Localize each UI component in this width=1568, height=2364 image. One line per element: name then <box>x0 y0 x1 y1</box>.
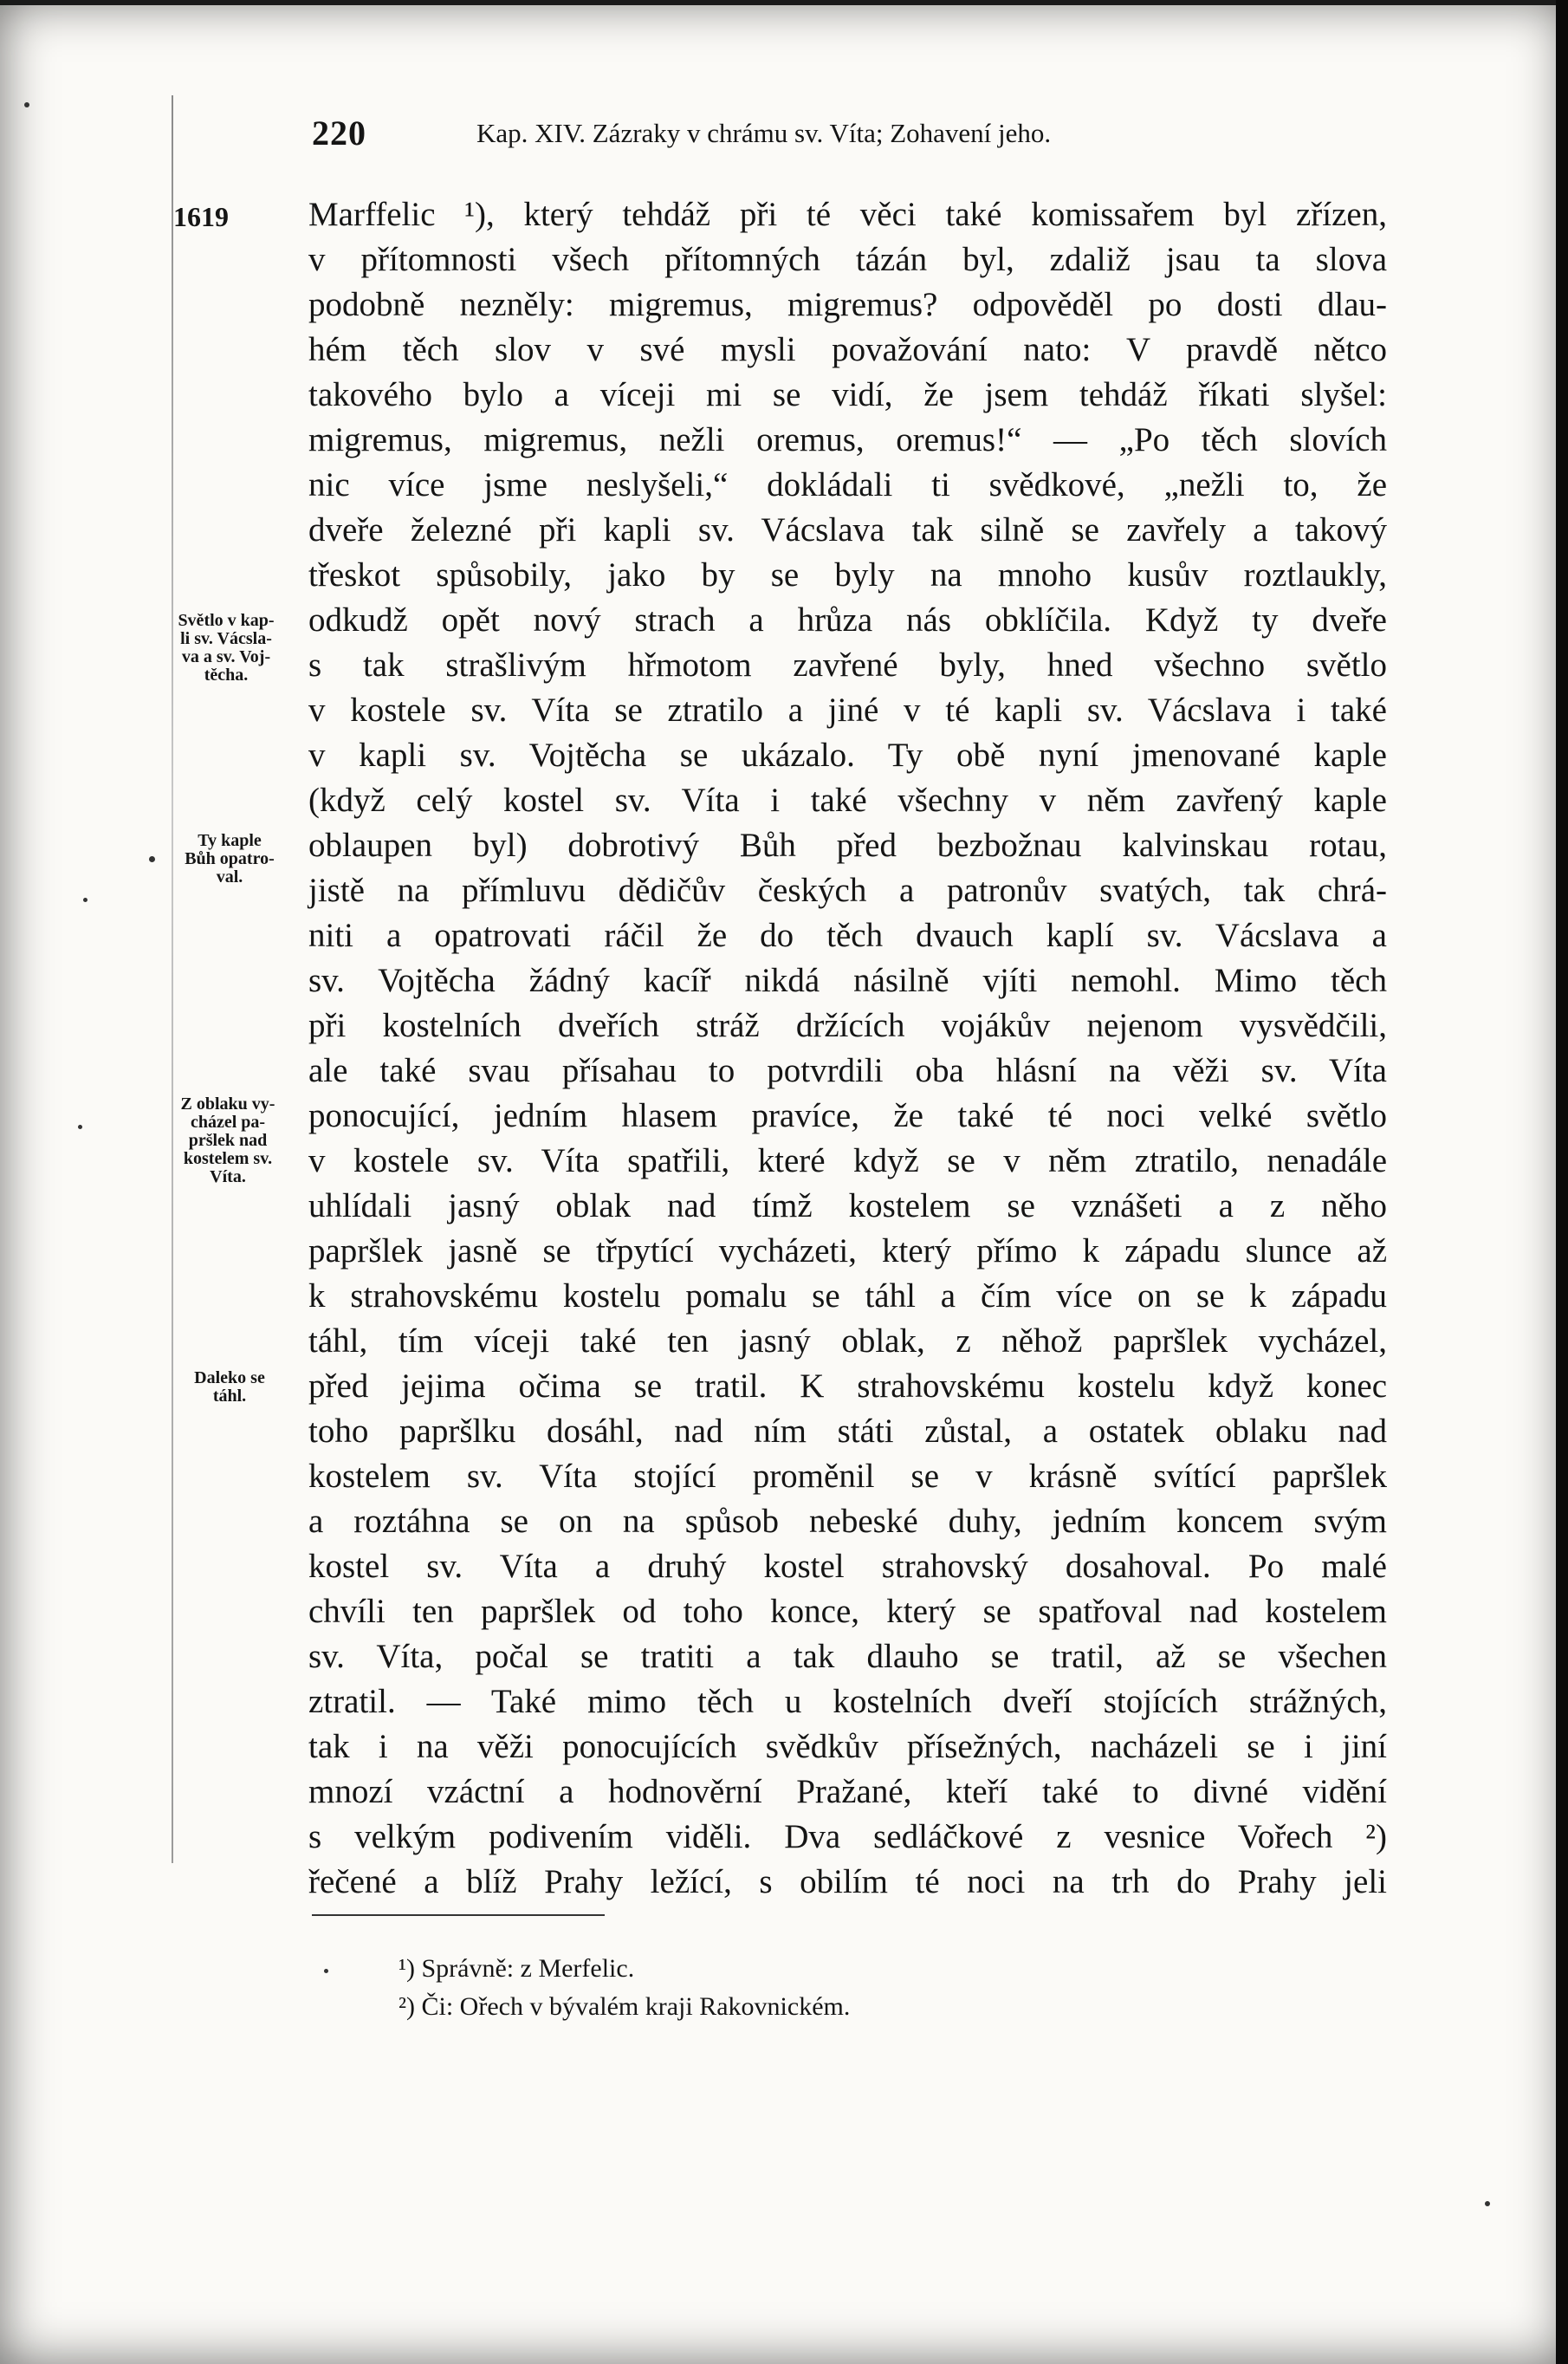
footnote-1: ¹) Správně: z Merfelic. <box>398 1954 635 1983</box>
text-line: s velkým podivením viděli. Dva sedláčkové z vesnice Vořech ²) <box>308 1818 1387 1855</box>
binding-line <box>172 95 173 1863</box>
running-head: Kap. XIV. Zázraky v chrámu sv. Víta; Zohavení jeho. <box>476 118 1052 148</box>
text-line: táhl, tím víceji také ten jasný oblak, z něhož papršlek vycházel, <box>308 1322 1387 1360</box>
text-line: nic více jsme neslyšeli,“ dokládali ti svědkové, „nežli to, že <box>308 466 1387 503</box>
text-line: Marffelic ¹), který tehdáž při té věci také komissařem byl zřízen, <box>308 196 1387 233</box>
margin-note-line: cházel pa- <box>190 1113 266 1132</box>
margin-note-line: těcha. <box>204 666 249 685</box>
text-line: k strahovskému kostelu pomalu se táhl a čím více on se k západu <box>308 1277 1387 1315</box>
text-line: při kostelních dveřích stráž držících vojákův nejenom vysvědčili, <box>308 1007 1387 1044</box>
margin-note-line: Z oblaku vy- <box>180 1094 275 1114</box>
text-line: před jejima očima se tratil. K strahovskému kostelu když konec <box>308 1367 1387 1405</box>
text-line: oblaupen byl) dobrotivý Bůh před bezbožnau kalvinskau rotau, <box>308 827 1387 864</box>
margin-note-line: Bůh opatro- <box>185 849 275 868</box>
text-line: chvíli ten papršlek od toho konce, který se spatřoval nad kostelem <box>308 1593 1387 1630</box>
footnote-2: ²) Či: Ořech v bývalém kraji Rakovnickém. <box>398 1992 851 2021</box>
text-line: niti a opatrovati ráčil že do těch dvauch kaplí sv. Vácslava a <box>308 917 1387 954</box>
margin-note-line: val. <box>216 867 243 886</box>
text-line: migremus, migremus, nežli oremus, oremus!“ — „Po těch slovích <box>308 421 1387 458</box>
scan-speck <box>149 856 155 862</box>
text-line: kostel sv. Víta a druhý kostel strahovský dosahoval. Po malé <box>308 1548 1387 1585</box>
scan-edge-right <box>1556 0 1568 2364</box>
text-line: hém těch slov v své mysli považování nato: V pravdě nětco <box>308 331 1387 368</box>
margin-note-ray <box>159 1095 296 1186</box>
scan-speck <box>1485 2201 1490 2206</box>
margin-note-line: Víta. <box>210 1167 246 1186</box>
body-text <box>308 192 1387 1905</box>
scan-speck <box>78 1125 82 1129</box>
text-line: mnozí vzáctní a hodnověrní Pražané, kteří také to divné vidění <box>308 1773 1387 1810</box>
margin-note-line: li sv. Vácsla- <box>180 629 272 648</box>
text-line: v přítomnosti všech přítomných tázán byl, zdaliž jsau ta slova <box>308 241 1387 278</box>
text-line: ponocující, jedním hlasem pravíce, že také té noci velké světlo <box>308 1097 1387 1134</box>
margin-note-line: Daleko se <box>194 1368 265 1387</box>
text-line: tak i na věži ponocujících svědkův přísežných, nacházeli se i jiní <box>308 1728 1387 1765</box>
scan-edge-top <box>0 0 1568 5</box>
page-header <box>312 113 1403 156</box>
margin-note-line: Světlo v kap- <box>178 611 275 630</box>
scan-speck <box>24 102 29 107</box>
text-line: papršlek jasně se třpytící vycházeti, který přímo k západu slunce až <box>308 1232 1387 1270</box>
text-line: sv. Víta, počal se tratiti a tak dlauho se tratil, až se všechen <box>308 1638 1387 1675</box>
text-line: jistě na přímluvu dědičův českých a patronův svatých, tak chrá- <box>308 872 1387 909</box>
text-line: v kapli sv. Vojtěcha se ukázalo. Ty obě nyní jmenované kaple <box>308 737 1387 774</box>
footnote-rule <box>312 1914 605 1916</box>
footnotes <box>398 1950 1178 2026</box>
text-line: toho papršlku dosáhl, nad ním státi zůstal, a ostatek oblaku nad <box>308 1413 1387 1450</box>
margin-note-light <box>158 612 295 685</box>
text-line: ale také svau přísahau to potvrdili oba hlásní na věži sv. Víta <box>308 1052 1387 1089</box>
text-line: uhlídali jasný oblak nad tímž kostelem se vznášeti a z něho <box>308 1187 1387 1224</box>
page-number: 220 <box>312 114 366 153</box>
margin-note-line: pršlek nad <box>188 1131 268 1150</box>
scan-speck <box>324 1969 328 1973</box>
text-line: řečené a blíž Prahy ležící, s obilím té noci na trh do Prahy jeli <box>308 1863 1387 1900</box>
margin-note-line: kostelem sv. <box>183 1149 273 1168</box>
text-line: a roztáhna se on na spůsob nebeské duhy, jedním koncem svým <box>308 1503 1387 1540</box>
text-line: v kostele sv. Víta se ztratilo a jiné v té kapli sv. Vácslava i také <box>308 692 1387 729</box>
margin-note-far <box>161 1369 298 1406</box>
scan-speck <box>83 898 87 902</box>
text-line: podobně nezněly: migremus, migremus? odpověděl po dosti dlau- <box>308 286 1387 323</box>
text-line: v kostele sv. Víta spatřili, které když se v něm ztratilo, nenadále <box>308 1142 1387 1179</box>
text-line: (když celý kostel sv. Víta i také všechny v něm zavřený kaple <box>308 782 1387 819</box>
margin-year: 1619 <box>173 201 229 232</box>
margin-note-line: va a sv. Voj- <box>181 647 271 666</box>
text-line: dveře železné při kapli sv. Vácslava tak silně se zavřely a takový <box>308 511 1387 549</box>
text-line: takového bylo a víceji mi se vidí, že jsem tehdáž říkati slyšel: <box>308 376 1387 413</box>
text-line: ztratil. — Také mimo těch u kostelních dveří stojících strážných, <box>308 1683 1387 1720</box>
margin-note-chapels <box>161 832 298 886</box>
text-line: sv. Vojtěcha žádný kacíř nikdá násilně vjíti nemohl. Mimo těch <box>308 962 1387 999</box>
text-line: kostelem sv. Víta stojící proměnil se v krásně svítící papršlek <box>308 1458 1387 1495</box>
margin-note-line: Ty kaple <box>198 831 262 850</box>
margin-note-line: táhl. <box>212 1387 247 1406</box>
text-line: třeskot spůsobily, jako by se byly na mnoho kusův roztlaukly, <box>308 556 1387 594</box>
text-line: odkudž opět nový strach a hrůza nás obklíčila. Když ty dveře <box>308 601 1387 639</box>
text-line: s tak strašlivým hřmotom zavřené byly, hned všechno světlo <box>308 646 1387 684</box>
